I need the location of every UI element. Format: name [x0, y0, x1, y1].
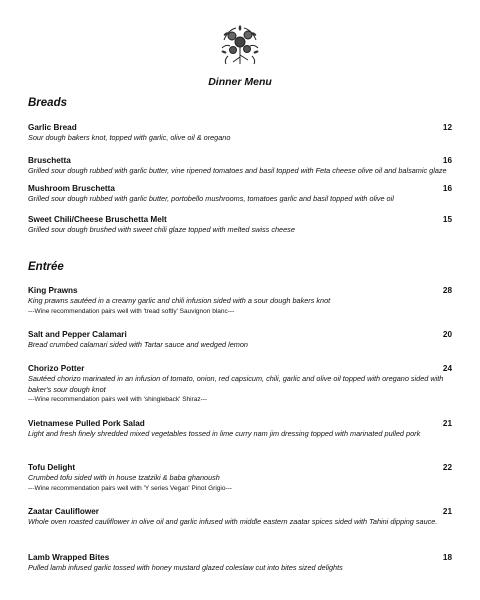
- item-price: 18: [442, 553, 452, 562]
- item-name: Vietnamese Pulled Pork Salad: [28, 419, 145, 428]
- section-title-breads: Breads: [28, 97, 67, 109]
- item-price: 16: [442, 184, 452, 193]
- menu-item-bruschetta: [28, 156, 452, 177]
- item-name: Zaatar Cauliflower: [28, 507, 99, 516]
- item-description: King prawns sautéed in a creamy garlic and chili infusion sided with a sour dough bakers knot: [28, 296, 331, 305]
- wine-recommendation: ---Wine recommendation pairs well with 'shingleback' Shiraz---: [28, 396, 208, 403]
- item-price: 12: [442, 123, 452, 132]
- menu-item-sweet-chili-bruschetta: [28, 215, 452, 236]
- item-price: 22: [442, 463, 452, 472]
- menu-item-king-prawns: [28, 286, 452, 316]
- item-description: Grilled sour dough rubbed with garlic butter, vine ripened tomatoes and basil topped with Feta cheese olive oil and balsamic glaze: [28, 166, 447, 175]
- floral-logo-icon: [218, 22, 262, 68]
- item-name: Lamb Wrapped Bites: [28, 553, 110, 562]
- wine-recommendation: ---Wine recommendation pairs well with 'Y series Vegan' Pinot Grigio---: [28, 484, 232, 492]
- item-name: Tofu Delight: [28, 463, 76, 472]
- item-name: Salt and Pepper Calamari: [28, 330, 127, 339]
- item-price: 28: [442, 286, 452, 295]
- menu-item-lamb-wrapped-bites: [28, 553, 452, 574]
- menu-item-chorizo-potter: [28, 364, 452, 404]
- item-price: 16: [442, 156, 452, 165]
- wine-recommendation: ---Wine recommendation pairs well with 'tread softly' Sauvignon blanc---: [28, 307, 235, 315]
- item-price: 21: [442, 419, 452, 428]
- item-description: Grilled sour dough rubbed with garlic butter, portobello mushrooms, tomatoes garlic and basil topped with olive oil: [28, 194, 394, 203]
- item-price: 21: [442, 507, 452, 516]
- item-description: Whole oven roasted cauliflower in olive oil and garlic infused with middle eastern zaatar spices sided with Tahini dipping sauce.: [28, 517, 438, 526]
- item-price: 20: [442, 330, 452, 339]
- item-description: Crumbed tofu sided with in house tzatziki & baba ghanoush: [28, 473, 220, 482]
- item-description: Pulled lamb infused garlic tossed with honey mustard glazed coleslaw cut into bites sized delights: [28, 563, 343, 572]
- item-name: King Prawns: [28, 286, 78, 295]
- item-description: Sour dough bakers knot, topped with garlic, olive oil & oregano: [28, 133, 231, 142]
- item-description: Light and fresh finely shredded mixed vegetables tossed in lime curry nam jim dressing topped with marinated pulled pork: [28, 429, 421, 438]
- item-description: Sautéed chorizo marinated in an infusion of tomato, onion, red capsicum, chili, garlic and olive oil topped with oregano sided with baker's sour dough knot: [28, 374, 444, 394]
- menu-item-calamari: [28, 330, 452, 351]
- section-title-entree: Entrée: [28, 261, 64, 273]
- menu-item-pulled-pork-salad: [28, 419, 452, 440]
- menu-item-zaatar-cauliflower: [28, 507, 452, 528]
- menu-item-garlic-bread: [28, 123, 452, 144]
- item-name: Mushroom Bruschetta: [28, 184, 115, 193]
- item-name: Bruschetta: [28, 156, 71, 165]
- menu-item-mushroom-bruschetta: [28, 184, 452, 205]
- menu-title: Dinner Menu: [208, 76, 272, 88]
- item-price: 24: [442, 364, 452, 373]
- item-name: Chorizo Potter: [28, 364, 85, 373]
- item-description: Bread crumbed calamari sided with Tartar sauce and wedged lemon: [28, 340, 248, 349]
- item-name: Sweet Chili/Cheese Bruschetta Melt: [28, 215, 167, 224]
- item-price: 15: [442, 215, 452, 224]
- menu-item-tofu-delight: [28, 463, 452, 493]
- item-name: Garlic Bread: [28, 123, 77, 132]
- item-description: Grilled sour dough brushed with sweet chili glaze topped with melted swiss cheese: [28, 225, 295, 234]
